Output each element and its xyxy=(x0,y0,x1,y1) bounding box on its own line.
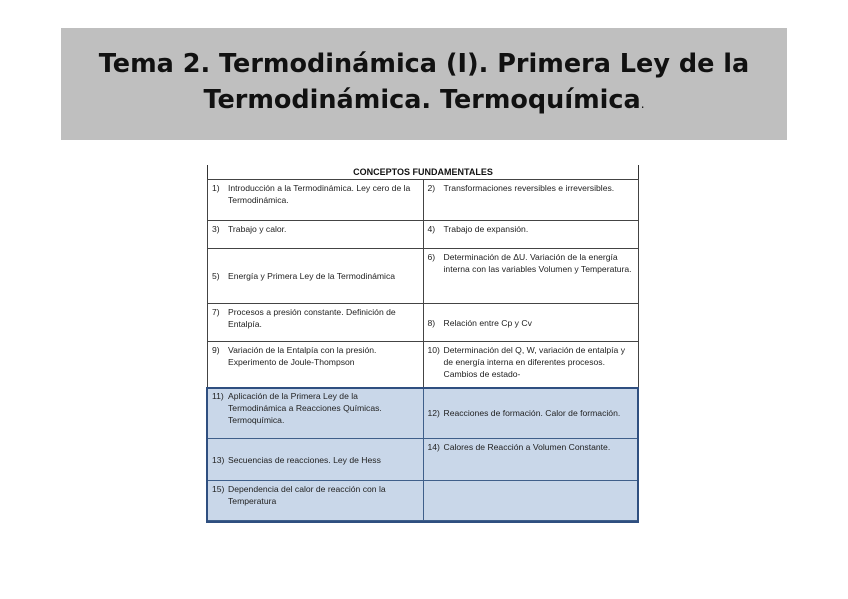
table-cell xyxy=(423,342,639,388)
item-text: Variación de la Entalpía con la presión. Experimento de Joule-Thompson xyxy=(228,345,377,367)
table-row xyxy=(208,304,639,342)
slide-title-dot: . xyxy=(640,97,645,111)
item-number: 15) xyxy=(212,484,225,494)
item-number: 4) xyxy=(427,224,436,234)
item-text: Secuencias de reacciones. Ley de Hess xyxy=(228,454,381,465)
item-text: Relación entre Cp y Cv xyxy=(443,317,532,328)
item-text: Transformaciones reversibles e irreversibles. xyxy=(443,183,615,193)
table-cell xyxy=(208,249,424,304)
table-cell xyxy=(423,304,639,342)
item-number: 13) xyxy=(212,454,225,465)
item-text: Trabajo de expansión. xyxy=(443,224,529,234)
table-row xyxy=(208,388,639,439)
item-text: Procesos a presión constante. Definición de Entalpía. xyxy=(228,307,396,329)
table-cell xyxy=(208,388,424,439)
slide-title-line-2 xyxy=(203,82,644,122)
table-cell xyxy=(423,249,639,304)
item-text: Dependencia del calor de reacción con la Temperatura xyxy=(228,484,386,506)
table-cell xyxy=(208,342,424,388)
item-number: 1) xyxy=(212,183,220,193)
table-row xyxy=(208,249,639,304)
table-cell xyxy=(208,180,424,221)
table-cell xyxy=(208,221,424,249)
item-text: Determinación de ΔU. Variación de la energía interna con las variables Volumen y Temperatura. xyxy=(443,252,632,274)
concepts-table-image xyxy=(207,165,639,521)
table-row xyxy=(208,481,639,521)
table-cell xyxy=(423,221,639,249)
item-number: 9) xyxy=(212,345,220,355)
item-number: 10) xyxy=(427,345,440,355)
item-number: 6) xyxy=(427,252,436,262)
item-number: 3) xyxy=(212,224,220,234)
item-text: Trabajo y calor. xyxy=(228,224,287,234)
item-number: 8) xyxy=(427,317,436,328)
item-number: 5) xyxy=(212,271,220,281)
item-text: Energía y Primera Ley de la Termodinámica xyxy=(228,271,396,281)
concepts-table xyxy=(207,179,639,521)
item-number: 7) xyxy=(212,307,220,317)
item-text: Reacciones de formación. Calor de formación. xyxy=(443,408,621,418)
table-row xyxy=(208,439,639,481)
item-text: Aplicación de la Primera Ley de la Termodinámica a Reacciones Químicas. Termoquímica. xyxy=(228,391,382,425)
table-header: CONCEPTOS FUNDAMENTALES xyxy=(207,165,639,179)
table-cell-empty xyxy=(423,481,639,521)
table-cell xyxy=(208,481,424,521)
item-number: 11) xyxy=(212,391,224,401)
table-cell xyxy=(423,439,639,481)
item-text: Calores de Reacción a Volumen Constante. xyxy=(443,442,611,452)
item-text: Introducción a la Termodinámica. Ley cero de la Termodinámica. xyxy=(228,183,411,205)
table-cell xyxy=(423,388,639,439)
table-row xyxy=(208,342,639,388)
table-cell xyxy=(208,304,424,342)
table-cell xyxy=(423,180,639,221)
slide-title-band xyxy=(61,28,787,140)
item-text: Determinación del Q, W, variación de entalpía y de energía interna en diferentes procesos. Cambios de estado- xyxy=(443,345,626,379)
item-number: 2) xyxy=(427,183,436,193)
slide-title-line-1: Tema 2. Termodinámica (I). Primera Ley de la xyxy=(98,49,750,79)
table-cell xyxy=(208,439,424,481)
slide-title-line-2-text: Termodinámica. Termoquímica xyxy=(203,85,641,115)
table-row xyxy=(208,180,639,221)
table-row xyxy=(208,221,639,249)
item-number: 14) xyxy=(427,442,440,452)
item-number: 12) xyxy=(427,408,440,418)
